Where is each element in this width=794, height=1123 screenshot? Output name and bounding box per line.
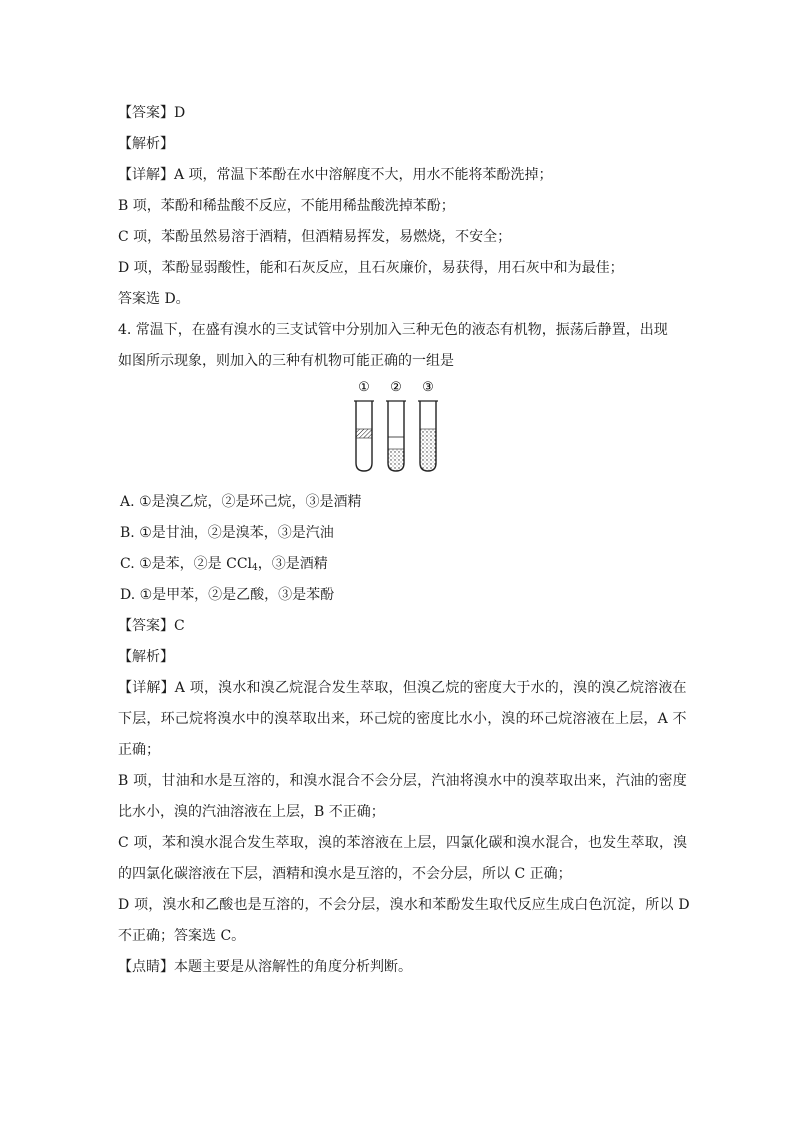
option-d: D. ①是甲苯，②是乙酸，③是苯酚 <box>120 587 335 603</box>
option-c-subscript: 4 <box>252 563 258 573</box>
detail-d-2-line-1: D 项，溴水和乙酸也是互溶的，不会分层，溴水和苯酚发生取代反应生成白色沉淀，所以 D <box>118 897 690 913</box>
detail-a-2-line-2: 下层，环己烷将溴水中的溴萃取出来，环己烷的密度比水小，溴的环己烷溶液在上层，A 不 <box>118 711 687 727</box>
question-4-stem-line-1: 4. 常温下，在盛有溴水的三支试管中分别加入三种无色的液态有机物，振荡后静置，出现 <box>118 322 668 338</box>
tube-label-1: ① <box>358 380 370 395</box>
option-b: B. ①是甘油，②是溴苯，③是汽油 <box>120 525 334 541</box>
conclusion-1: 答案选 D。 <box>118 291 190 307</box>
question-4-stem-line-2: 如图所示现象，则加入的三种有机物可能正确的一组是 <box>118 353 454 369</box>
detail-a-2-line-1: 【详解】A 项，溴水和溴乙烷混合发生萃取，但溴乙烷的密度大于水的，溴的溴乙烷溶液在 <box>118 680 687 696</box>
detail-a-2-line-3: 正确； <box>118 742 160 758</box>
detail-b-2-line-1: B 项，甘油和水是互溶的，和溴水混合不会分层，汽油将溴水中的溴萃取出来，汽油的密度 <box>118 773 687 789</box>
answer-label-1: 【答案】D <box>118 105 186 121</box>
option-c <box>118 549 678 580</box>
tube-label-2: ② <box>390 380 402 395</box>
tube-label-3: ③ <box>422 380 434 395</box>
document-page <box>118 98 690 983</box>
detail-d-2-line-2: 不正确；答案选 C。 <box>118 928 246 944</box>
detail-c-1: C 项，苯酚虽然易溶于酒精，但酒精易挥发，易燃烧，不安全； <box>118 229 512 245</box>
detail-c-2-line-2: 的四氯化碳溶液在下层，酒精和溴水是互溶的，不会分层，所以 C 正确； <box>118 866 572 882</box>
option-c-prefix: C. ①是苯，②是 CCl <box>120 556 253 572</box>
test-tube-1 <box>354 401 374 471</box>
test-tube-2 <box>386 401 406 471</box>
answer-label-2: 【答案】C <box>118 618 185 634</box>
tube-3-colored-solution <box>420 429 436 471</box>
detail-a-1: 【详解】A 项，常温下苯酚在水中溶解度不大，用水不能将苯酚洗掉； <box>118 167 553 183</box>
detail-b-2-line-2: 比水小，溴的汽油溶液在上层，B 不正确； <box>118 804 385 820</box>
comment-note: 【点睛】本题主要是从溶解性的角度分析判断。 <box>118 959 412 975</box>
analysis-label-2: 【解析】 <box>118 649 174 665</box>
test-tube-3 <box>418 401 438 471</box>
analysis-label-1: 【解析】 <box>118 136 174 152</box>
test-tubes-diagram <box>350 379 450 487</box>
detail-d-1: D 项，苯酚显弱酸性，能和石灰反应，且石灰廉价，易获得，用石灰中和为最佳； <box>118 260 624 276</box>
tube-2-colored-layer <box>388 449 404 471</box>
option-a: A. ①是溴乙烷，②是环己烷，③是酒精 <box>120 494 362 510</box>
tube-1-colored-layer <box>356 429 372 438</box>
option-c-suffix: ，③是酒精 <box>257 556 328 572</box>
detail-b-1: B 项，苯酚和稀盐酸不反应，不能用稀盐酸洗掉苯酚； <box>118 198 455 214</box>
detail-c-2-line-1: C 项，苯和溴水混合发生萃取，溴的苯溶液在上层，四氯化碳和溴水混合，也发生萃取，溴 <box>118 835 688 851</box>
test-tubes-figure <box>118 377 678 487</box>
